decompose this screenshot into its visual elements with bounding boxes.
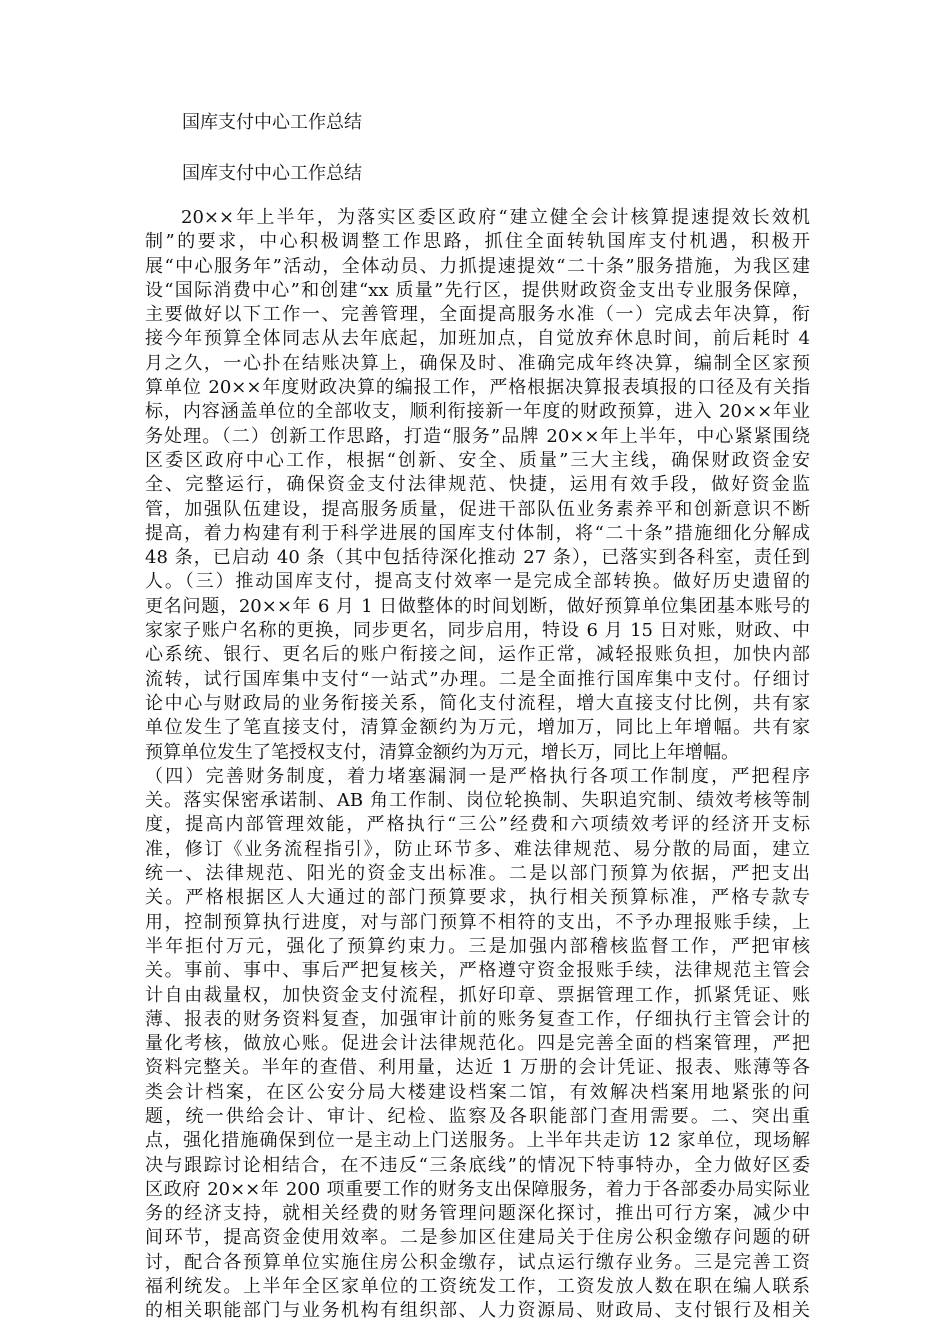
document-body [145, 206, 810, 1324]
body-text-line: 制”的要求，中心积极调整工作思路，抓住全面转轨国库支付机遇，积极开 [145, 231, 810, 253]
body-text-line: 关。严格根据区人大通过的部门预算要求，执行相关预算标准，严格专款专 [145, 887, 810, 909]
body-text-line: 决与跟踪讨论相结合，在不违反“三条底线”的情况下特事特办，全力做好区委 [145, 1154, 810, 1176]
body-text-line: 设“国际消费中心”和创建“xx 质量”先行区，提供财政资金支出专业服务保障， [145, 279, 810, 301]
body-text-line: 心系统、银行、更名后的账户衔接之间，运作正常，减轻报账负担，加快内部 [145, 644, 810, 666]
body-text-line: 讨，配合各预算单位实施住房公积金缴存，试点运行缴存业务。三是完善工资 [145, 1251, 810, 1273]
body-text-line: 的相关职能部门与业务机构有组织部、人力资源局、财政局、支付银行及相关 [145, 1300, 810, 1322]
body-text-line: 福利统发。上半年全区家单位的工资统发工作，工资发放人数在职在编人联系 [145, 1276, 810, 1298]
body-text-line: 流转，试行国库集中支付“一站式”办理。二是全面推行国库集中支付。仔细讨 [145, 668, 810, 690]
body-text-line: 更名问题，20××年 6 月 1 日做整体的时间划断，做好预算单位集团基本账号的 [145, 595, 810, 617]
body-text-line: 量化考核，做放心账。促进会计法律规范化。四是完善全面的档案管理，严把 [145, 1033, 810, 1055]
body-text-line: 人。（三）推动国库支付，提高支付效率一是完成全部转换。做好历史遗留的 [145, 571, 810, 593]
document-title: 国库支付中心工作总结 [182, 112, 362, 133]
body-text-line: 20××年上半年，为落实区委区政府“建立健全会计核算提速提效长效机 [181, 207, 810, 228]
body-text-line: 家家子账户名称的更换，同步更名，同步启用，特设 6 月 15 日对账，财政、中 [145, 620, 810, 642]
body-text-line: 题，统一供给会计、审计、纪检、监察及各职能部门查用需要。二、突出重 [145, 1105, 810, 1127]
body-text-line: 务的经济支持，就相关经费的财务管理问题深化探讨，推出可行方案，减少中 [145, 1203, 810, 1225]
body-text-line: （四）完善财务制度，着力堵塞漏洞一是严格执行各项工作制度，严把程序 [145, 765, 810, 787]
body-text-line: 计自由裁量权，加快资金支付流程，抓好印章、票据管理工作，抓紧凭证、账 [145, 984, 810, 1006]
body-text-line: 关。事前、事中、事后严把复核关，严格遵守资金报账手续，法律规范主管会 [145, 960, 810, 982]
body-text-line: 主要做好以下工作一、完善管理，全面提高服务水准（一）完成去年决算，衔 [145, 304, 810, 326]
body-text-line: 算单位 20××年度财政决算的编报工作，严格根据决算报表填报的口径及有关指 [145, 377, 810, 399]
body-text-line: 资料完整关。半年的查借、利用量，达近 1 万册的会计凭证、报表、账薄等各 [145, 1057, 810, 1079]
body-text-line: 统一、法律规范、阳光的资金支出标准。二是以部门预算为依据，严把支出 [145, 863, 810, 885]
body-text-line: 务处理。（二）创新工作思路，打造“服务”品牌 20××年上半年，中心紧紧围绕 [145, 425, 810, 447]
body-text-line: 点，强化措施确保到位一是主动上门送服务。上半年共走访 12 家单位，现场解 [145, 1130, 810, 1152]
body-text-line: 单位发生了笔直接支付，清算金额约为万元，增加万，同比上年增幅。共有家 [145, 717, 810, 739]
body-text-line: 接今年预算全体同志从去年底起，加班加点，自觉放弃休息时间，前后耗时 4 [145, 328, 810, 350]
body-text-line: 标，内容涵盖单位的全部收支，顺利衔接新一年度的财政预算，进入 20××年业 [145, 401, 810, 423]
body-text-line: 间环节，提高资金使用效率。二是参加区住建局关于住房公积金缴存问题的研 [145, 1227, 810, 1249]
body-text-line: 月之久，一心扑在结账决算上，确保及时、准确完成年终决算，编制全区家预 [145, 352, 810, 374]
body-text-line: 预算单位发生了笔授权支付，清算金额约为万元，增长万，同比上年增幅。 [145, 741, 739, 763]
body-text-line: 类会计档案，在区公安分局大楼建设档案二馆，有效解决档案用地紧张的问 [145, 1081, 810, 1103]
body-text-line: 区政府 20××年 200 项重要工作的财务支出保障服务，着力于各部委办局实际业 [145, 1178, 810, 1200]
body-text-line: 半年拒付万元，强化了预算约束力。三是加强内部稽核监督工作，严把审核 [145, 935, 810, 957]
body-text-line: 准，修订《业务流程指引》，防止环节多、难法律规范、易分散的局面，建立 [145, 838, 810, 860]
body-text-line: 管，加强队伍建设，提高服务质量，促进干部队伍业务素养平和创新意识不断 [145, 498, 810, 520]
body-text-line: 区委区政府中心工作，根据“创新、安全、质量”三大主线，确保财政资金安 [145, 449, 810, 471]
body-text-line: 用，控制预算执行进度，对与部门预算不相符的支出，不予办理报账手续，上 [145, 911, 810, 933]
body-text-line: 度，提高内部管理效能，严格执行“三公”经费和六项绩效考评的经济开支标 [145, 814, 810, 836]
body-text-line: 48 条，已启动 40 条（其中包括待深化推动 27 条），已落实到各科室，责任到 [145, 547, 810, 569]
body-text-line: 提高，着力构建有利于科学进展的国库支付体制，将“二十条”措施细化分解成 [145, 522, 810, 544]
body-text-line: 关。落实保密承诺制、AB 角工作制、岗位轮换制、失职追究制、绩效考核等制 [145, 790, 810, 812]
document-subtitle: 国库支付中心工作总结 [182, 163, 362, 184]
body-text-line: 展“中心服务年”活动，全体动员、力抓提速提效“二十条”服务措施，为我区建 [145, 255, 810, 277]
body-text-line: 论中心与财政局的业务衔接关系，简化支付流程，增大直接支付比例，共有家 [145, 692, 810, 714]
body-text-line: 全、完整运行，确保资金支付法律规范、快捷，运用有效手段，做好资金监 [145, 474, 810, 496]
body-text-line: 薄、报表的财务资料复查，加强审计前的账务复查工作，仔细执行主管会计的 [145, 1008, 810, 1030]
